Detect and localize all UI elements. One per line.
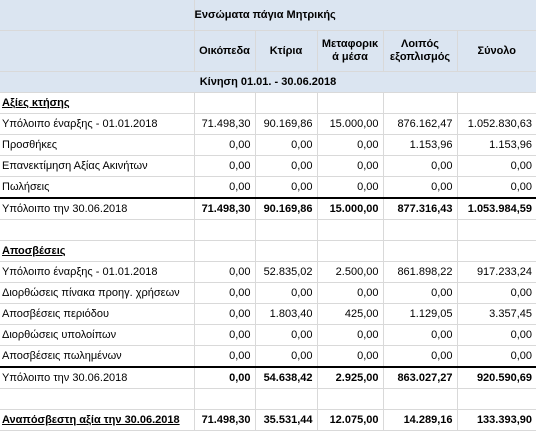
column-header: Κτίρια: [255, 31, 317, 72]
depreciation-total-row: Υπόλοιπο την 30.06.2018 0,00 54.638,42 2.925,00 863.027,27 920.590,69: [0, 367, 536, 389]
column-header: Σύνολο: [457, 31, 536, 72]
spacer-row: [0, 220, 536, 241]
column-header: Λοιπός εξοπλισμός: [383, 31, 457, 72]
title-row: [0, 0, 536, 31]
spacer-row: [0, 389, 536, 410]
period-label: Κίνηση 01.01. - 30.06.2018: [0, 72, 536, 93]
table-row: Διορθώσεις υπολοίπων 0,00 0,00 0,00 0,00 0,00: [0, 325, 536, 346]
table-row: Αποσβέσεις περιόδου 0,00 1.803,40 425,00 1.129,05 3.357,45: [0, 304, 536, 325]
column-header: Μεταφορικ ά μέσα: [317, 31, 383, 72]
section-header-cost: [0, 93, 536, 114]
period-row: [0, 72, 536, 93]
section-label: Αποσβέσεις: [2, 245, 66, 257]
table-row: Προσθήκες 0,00 0,00 0,00 1.153,96 1.153,96: [0, 135, 536, 156]
table-row: Υπόλοιπο έναρξης - 01.01.2018 71.498,30 90.169,86 15.000,00 876.162,47 1.052.830,63: [0, 114, 536, 135]
section-header-depreciation: [0, 241, 536, 262]
table-row: Πωλήσεις 0,00 0,00 0,00 0,00 0,00: [0, 177, 536, 199]
cost-total-row: Υπόλοιπο την 30.06.2018 71.498,30 90.169,86 15.000,00 877.316,43 1.053.984,59: [0, 198, 536, 220]
net-book-value-row: Αναπόσβεστη αξία την 30.06.2018 71.498,30 35.531,44 12.075,00 14.289,16 133.393,90: [0, 410, 536, 431]
column-header: Οικόπεδα: [194, 31, 255, 72]
net-book-value-label: Αναπόσβεστη αξία την 30.06.2018: [2, 414, 180, 426]
column-header-row: [0, 31, 536, 72]
table-row: Υπόλοιπο έναρξης - 01.01.2018 0,00 52.835,02 2.500,00 861.898,22 917.233,24: [0, 262, 536, 283]
table-row: Αποσβέσεις πωλημένων 0,00 0,00 0,00 0,00 0,00: [0, 346, 536, 368]
table-title: Ενσώματα πάγια Μητρικής: [194, 0, 536, 31]
table-row: Επανεκτίμηση Αξίας Ακινήτων 0,00 0,00 0,00 0,00 0,00: [0, 156, 536, 177]
table-row: Διορθώσεις πίνακα προηγ. χρήσεων 0,00 0,00 0,00 0,00 0,00: [0, 283, 536, 304]
section-label: Αξίες κτήσης: [2, 97, 70, 109]
